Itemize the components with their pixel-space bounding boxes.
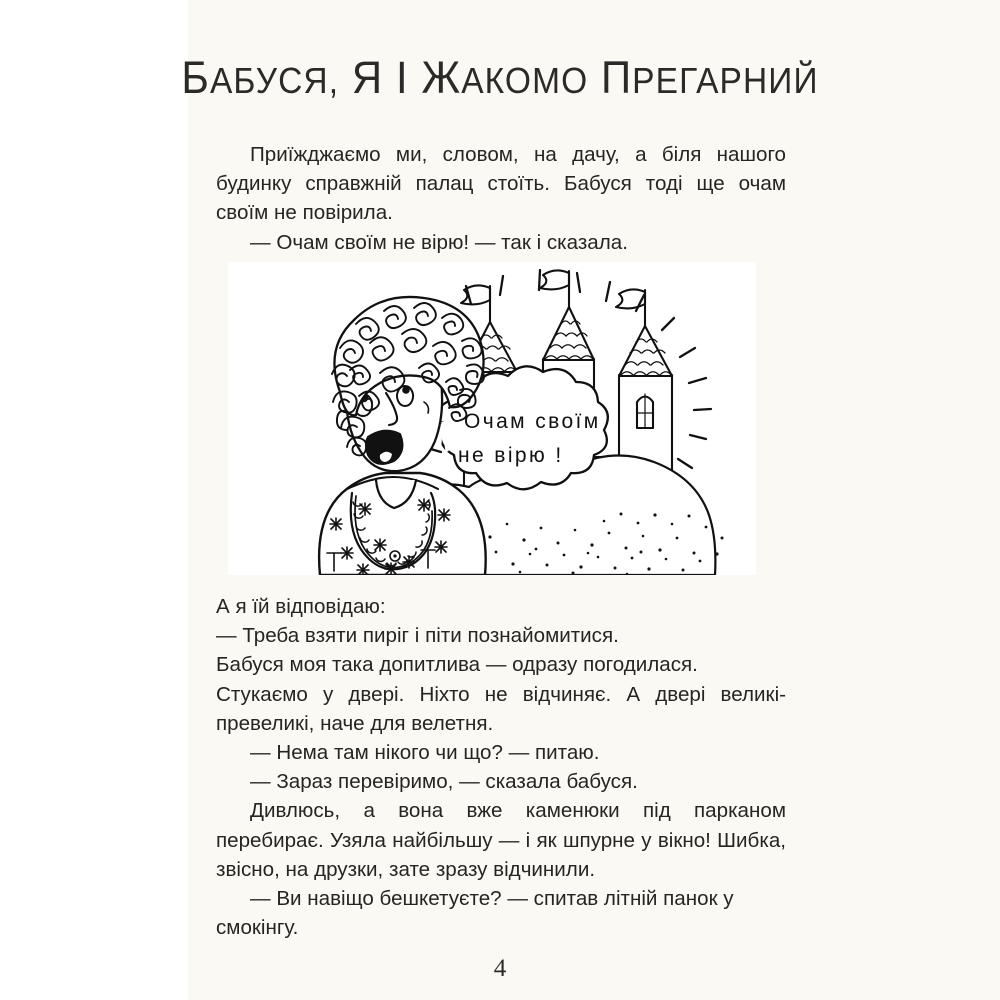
paragraph: — Треба взяти пиріг і піти познайомитися. — [216, 624, 619, 648]
paragraph: Приїжджаємо ми, словом, на дачу, а біля нашого будинку справжній палац стоїть. Бабуся тоді ще очам своїм не повірила. — [216, 143, 786, 225]
paragraph: — Ви навіщо бешкетуєте? — спитав літній панок у смокінгу. — [216, 887, 734, 940]
title-rest-5: РЕГАРНИЙ — [632, 60, 819, 102]
title-cap-5: П — [600, 52, 633, 104]
paragraph: — Очам своїм не вірю! — так і сказала. — [250, 230, 628, 254]
bubble-line-2: не вірю ! — [458, 444, 564, 467]
paragraph: Бабуся моя така допитлива — одразу погодилася. — [216, 653, 698, 677]
paragraph: — Нема там нікого чи що? — питаю. — [250, 741, 600, 765]
paragraph: Стукаємо у двері. Ніхто не відчиняє. А двері великі-превеликі, наче для велетня. — [216, 682, 786, 735]
body-text-top — [216, 140, 786, 257]
chapter-illustration — [228, 262, 756, 575]
paragraph: — Зараз перевіримо, — сказала бабуся. — [250, 770, 638, 794]
paragraph: А я їй відповідаю: — [216, 595, 386, 618]
paragraph: Дивлюсь, а вона вже каменюки під парканом перебирає. Узяла найбільшу — і як шпурне у вікно! Шибка, звісно, на друзки, зате зразу відчинили. — [216, 799, 786, 881]
title-rest-4: АКОМО — [461, 60, 589, 102]
body-text-bottom — [216, 592, 786, 942]
title-cap-1: Б — [181, 52, 210, 104]
title-rest-1: АБУСЯ, — [209, 60, 340, 102]
page-number: 4 — [493, 955, 507, 982]
bubble-line-1: Очам своїм — [464, 410, 601, 433]
title-cap-4: Ж — [421, 52, 462, 104]
page-title — [35, 52, 965, 107]
title-cap-2: Я — [351, 52, 384, 104]
title-cap-3: І — [395, 52, 409, 104]
